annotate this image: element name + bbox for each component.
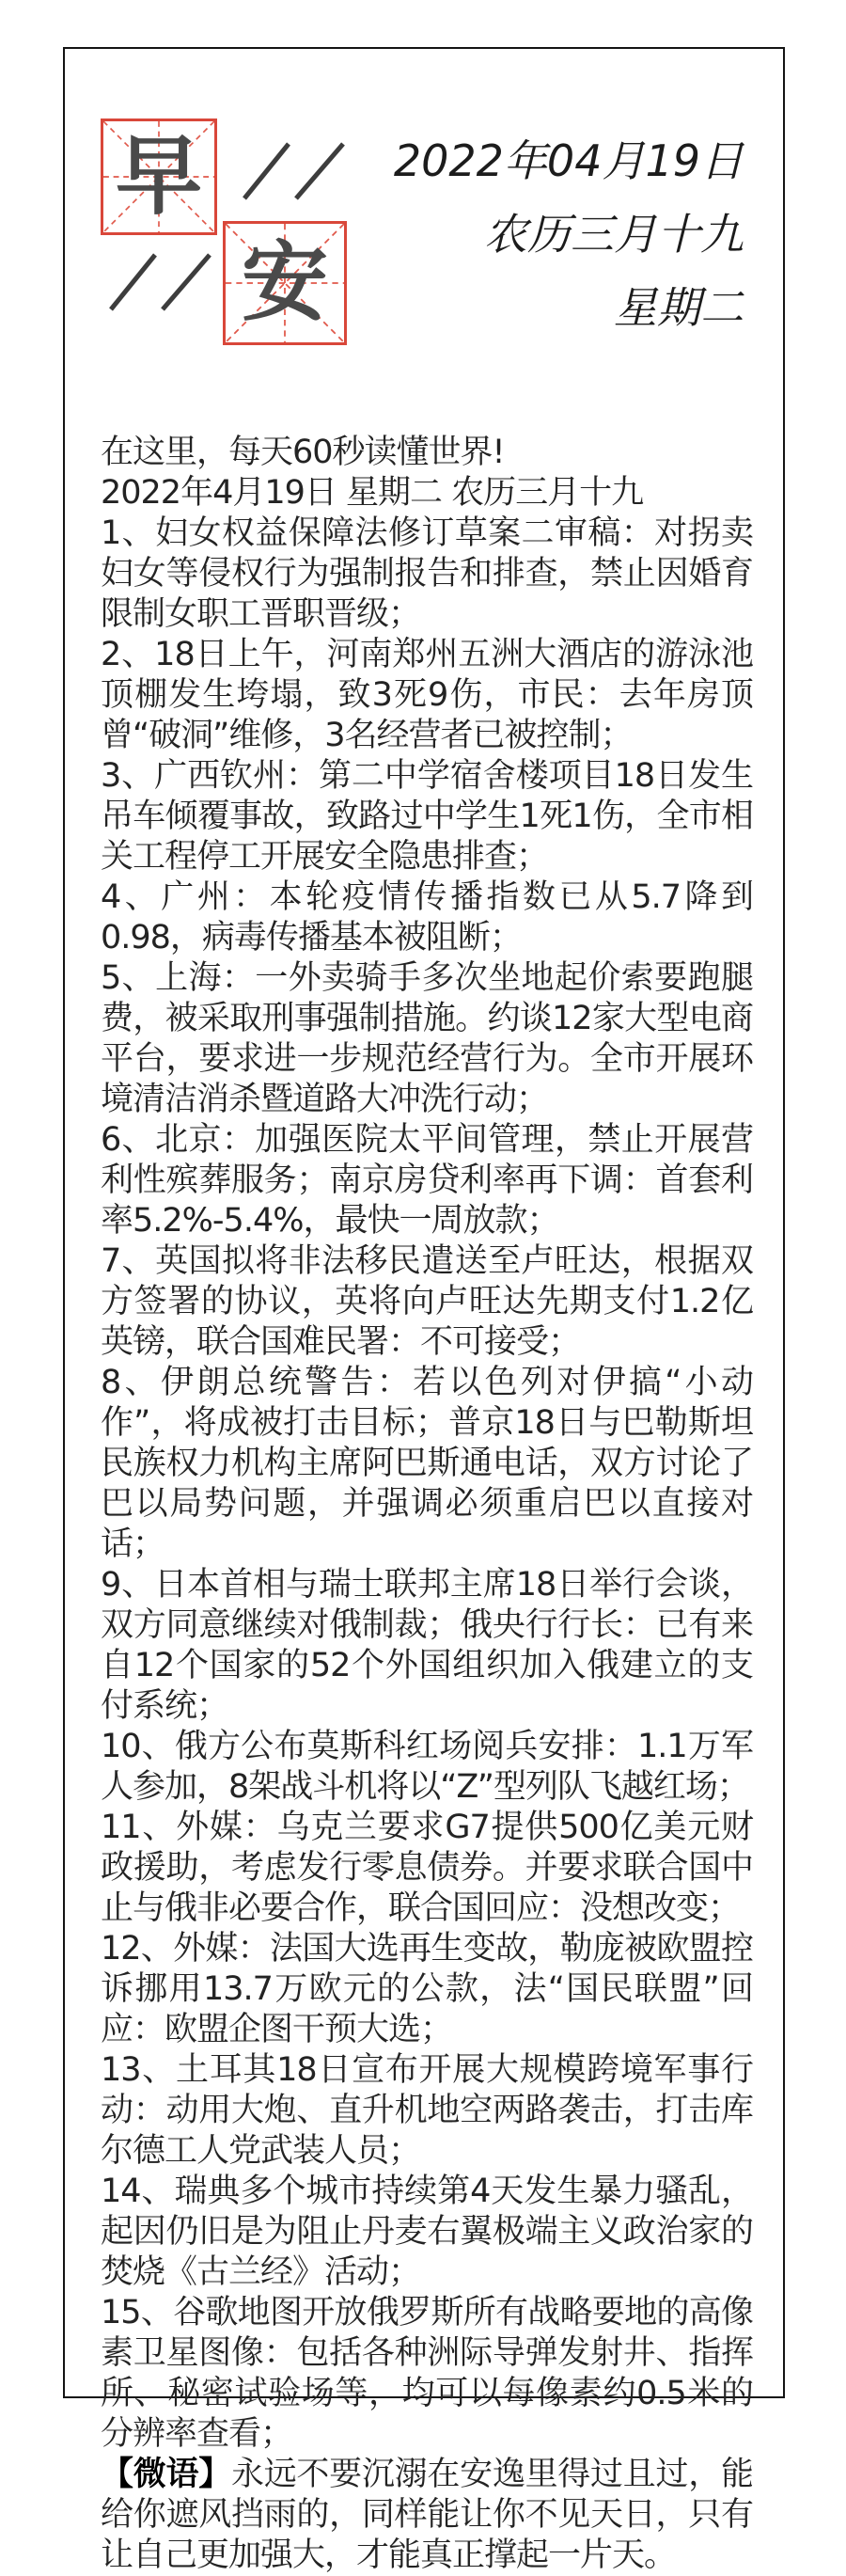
news-item-14: 14、瑞典多个城市持续第4天发生暴力骚乱，起因仍旧是为阻止丹麦右翼极端主义政治家的焚烧《古兰经》活动； <box>101 2173 753 2291</box>
news-body <box>101 433 753 2576</box>
weiyu-label: 【微语】 <box>101 2456 231 2493</box>
news-item-8: 8、伊朗总统警告：若以色列对伊搞“小动作”，将成被打击目标；普京18日与巴勒斯坦民族权力机构主席阿巴斯通电话，双方讨论了巴以局势问题，并强调必须重启巴以直接对话； <box>101 1364 753 1563</box>
news-item-11: 11、外媒：乌克兰要求G7提供500亿美元财政援助，考虑发行零息债券。并要求联合国中止与俄非必要合作，联合国回应：没想改变； <box>101 1809 753 1927</box>
news-item-3: 3、广西钦州：第二中学宿舍楼项目18日发生吊车倾覆事故，致路过中学生1死1伤，全市相关工程停工开展安全隐患排查； <box>101 757 753 876</box>
double-slash-icon <box>237 138 350 204</box>
weiyu-text: 永远不要沉溺在安逸里得过且过，能给你遮风挡雨的，同样能让你不见天日，只有让自己更加强大，才能真正撑起一片天。 <box>101 2456 753 2574</box>
poster-frame <box>63 47 785 2574</box>
news-item-13: 13、土耳其18日宣布开展大规模跨境军事行动：动用大炮、直升机地空两路袭击，打击库尔德工人党武装人员； <box>101 2051 753 2170</box>
news-item-1: 1、妇女权益保障法修订草案二审稿：对拐卖妇女等侵权行为强制报告和排查，禁止因婚育限制女职工晋职晋级； <box>101 514 753 633</box>
news-item-12: 12、外媒：法国大选再生变故，勒庞被欧盟控诉挪用13.7万欧元的公款，法“国民联盟”回应：欧盟企图干预大选； <box>101 1930 753 2048</box>
news-item-4: 4、广州：本轮疫情传播指数已从5.7降到0.98，病毒传播基本被阻断； <box>101 878 753 956</box>
dateline: 2022年4月19日 星期二 农历三月十九 <box>101 474 644 512</box>
news-item-10: 10、俄方公布莫斯科红场阅兵安排：1.1万军人参加，8架战斗机将以“Z”型列队飞越红场； <box>101 1728 753 1806</box>
date-lunar: 农历三月十九 <box>484 209 744 260</box>
date-weekday: 星期二 <box>614 282 744 333</box>
news-item-7: 7、英国拟将非法移民遣送至卢旺达，根据双方签署的协议，英将向卢旺达先期支付1.2亿英镑，联合国难民署：不可接受； <box>101 1242 753 1361</box>
news-item-2: 2、18日上午，河南郑州五洲大酒店的游泳池顶棚发生垮塌，致3死9伤，市民：去年房顶曾“破洞”维修，3名经营者已被控制； <box>101 636 753 754</box>
logo-char-zao: 早 <box>115 126 202 227</box>
logo-char-an: 安 <box>241 232 328 333</box>
double-slash-icon <box>103 249 216 315</box>
date-gregorian: 2022年04月19日 <box>393 135 744 186</box>
weiyu-line <box>101 2455 753 2576</box>
news-item-6: 6、北京：加强医院太平间管理，禁止开展营利性殡葬服务；南京房贷利率再下调：首套利率5.2%-5.4%，最快一周放款； <box>101 1121 753 1240</box>
news-item-15: 15、谷歌地图开放俄罗斯所有战略要地的高像素卫星图像：包括各种洲际导弹发射井、指挥所、秘密试验场等，均可以每像素约0.5米的分辨率查看； <box>101 2294 753 2453</box>
date-block <box>394 124 744 344</box>
intro-line: 在这里，每天60秒读懂世界! <box>101 434 505 471</box>
news-item-5: 5、上海：一外卖骑手多次坐地起价索要跑腿费，被采取刑事强制措施。约谈12家大型电商平台，要求进一步规范经营行为。全市开展环境清洁消杀暨道路大冲洗行动； <box>101 959 753 1118</box>
calligraphy-grid-box-zao <box>101 119 217 235</box>
news-item-9: 9、日本首相与瑞士联邦主席18日举行会谈，双方同意继续对俄制裁；俄央行行长：已有来自12个国家的52个外国组织加入俄建立的支付系统； <box>101 1566 753 1725</box>
calligraphy-grid-box-an <box>223 221 347 345</box>
